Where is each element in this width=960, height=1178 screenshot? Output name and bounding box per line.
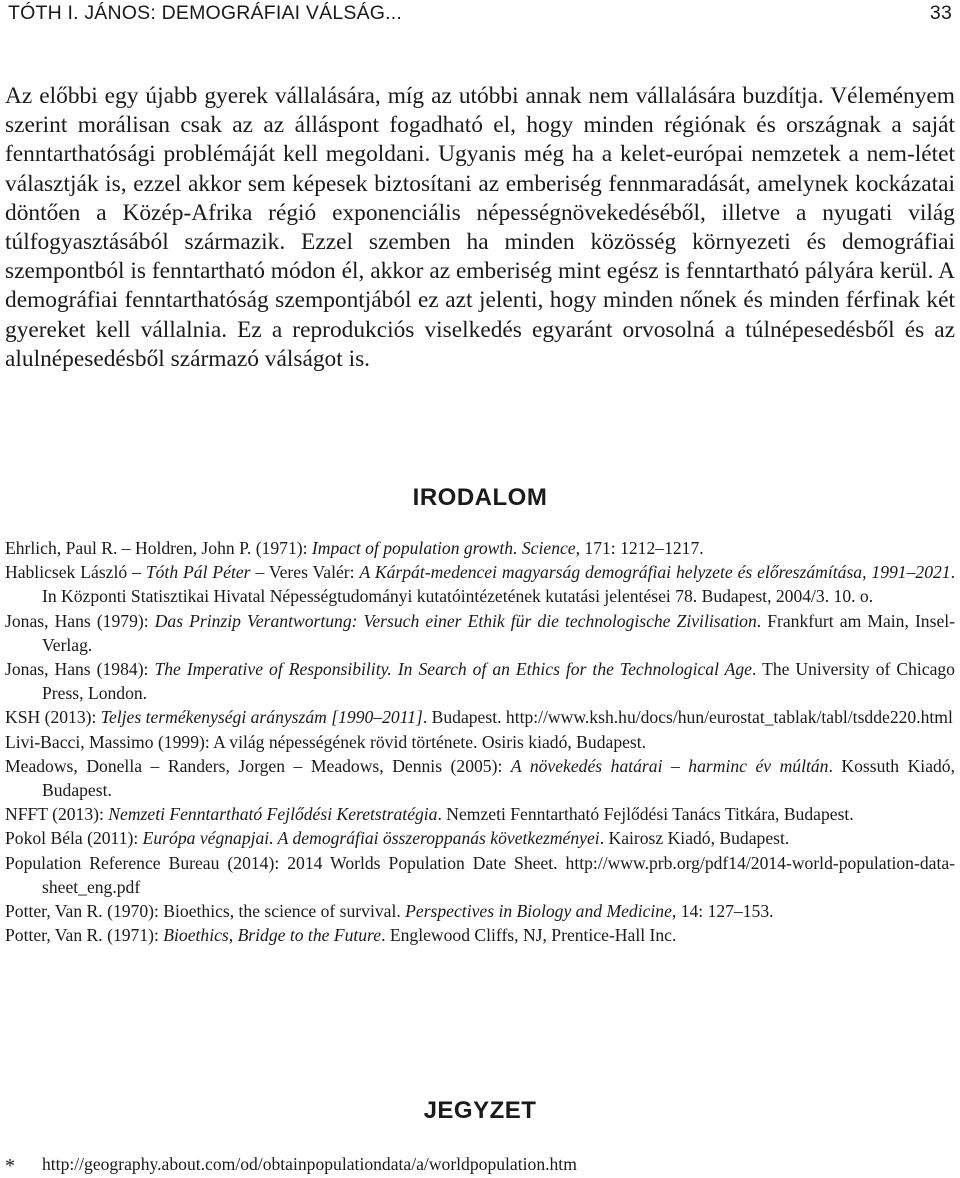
references-heading: IRODALOM xyxy=(412,484,548,511)
reference-item: Pokol Béla (2011): Európa végnapjai. A demográfiai összeroppanás következményei. Kairosz Kiadó, Budapest. xyxy=(5,828,790,849)
notes-heading: JEGYZET xyxy=(423,1097,537,1124)
running-head-title: TÓTH I. JÁNOS: DEMOGRÁFIAI VÁLSÁG... xyxy=(8,2,403,24)
footnote-marker: * xyxy=(5,1155,15,1177)
reference-item: Potter, Van R. (1970): Bioethics, the science of survival. Perspectives in Biology and Medicine, 14: 127–153. xyxy=(5,901,774,922)
reference-item: NFFT (2013): Nemzeti Fenntartható Fejlődési Keretstratégia. Nemzeti Fenntartható Fejlődési Tanács Titkára, Budapest. xyxy=(5,804,854,825)
reference-item: Potter, Van R. (1971): Bioethics, Bridge to the Future. Englewood Cliffs, NJ, Prentice-Hall Inc. xyxy=(5,925,677,946)
reference-item: Jonas, Hans (1979): Das Prinzip Verantwortung: Versuch einer Ethik für die technologische Zivilisation. Frankfurt am Main, Insel-Verlag. xyxy=(5,610,956,655)
reference-item: Meadows, Donella – Randers, Jorgen – Meadows, Dennis (2005): A növekedés határai – harminc év múltán. Kossuth Kiadó, Budapest. xyxy=(5,755,956,801)
reference-item: Ehrlich, Paul R. – Holdren, John P. (1971): Impact of population growth. Science, 171: 1212–1217. xyxy=(5,538,704,558)
reference-item: Population Reference Bureau (2014): 2014 Worlds Population Date Sheet. http://www.prb.org/pdf14/2014-world-population-data-sheet_eng.pdf xyxy=(5,852,955,897)
running-header xyxy=(8,2,952,32)
body-paragraph: Az előbbi egy újabb gyerek vállalására, míg az utóbbi annak nem vállalására buzdítja. Véleményem szerint morálisan csak az az álláspont fogadható el, hogy minden régiónak és országnak a saját fenntarthatósági problémáját kell megoldani. Ugyanis még ha a kelet-európai nemzetek a nem-létet választják is, ezzel akkor sem képesek biztosítani az emberiség fennmaradását, amelynek kockázatai döntően a Közép-Afrika régió exponenciális népességnövekedéséből, illetve a nyugati világ túlfogyasztásából származik. Ezzel szemben ha minden közösség környezeti és demográfiai szempontból is fenntartható módon él, akkor az emberiség mint egész is fenntartható pályára kerül. A demográfiai fenntarthatóság szempontjából ez azt jelenti, hogy minden nőnek és minden férfinak két gyereket kell vállalnia. Ez a reprodukciós viselkedés egyaránt orvosolná a túlnépesedésből és az alulnépesedésből származó válságot is. xyxy=(5,83,955,372)
reference-item: Hablicsek László – Tóth Pál Péter – Veres Valér: A Kárpát-medencei magyarság demográfiai helyzete és előreszámítása, 1991–2021. In Központi Statisztikai Hivatal Népességtudományi kutatóintézetének kutatási jelentései 78. Budapest, 2004/3. 10. o. xyxy=(5,562,955,607)
references-list xyxy=(5,536,955,947)
reference-item: KSH (2013): Teljes termékenységi arányszám [1990–2011]. Budapest. http://www.ksh.hu/docs/hun/eurostat_tablak/tabl/tsdde220.html xyxy=(5,707,953,728)
page-number: 33 xyxy=(929,2,952,24)
reference-item: Jonas, Hans (1984): The Imperative of Responsibility. In Search of an Ethics for the Technological Age. The University of Chicago Press, London. xyxy=(5,659,955,704)
reference-item: Livi-Bacci, Massimo (1999): A világ népességének rövid története. Osiris kiadó, Budapest. xyxy=(5,731,647,752)
footnote-link[interactable]: http://geography.about.com/od/obtainpopulationdata/a/worldpopulation.htm xyxy=(42,1154,577,1174)
